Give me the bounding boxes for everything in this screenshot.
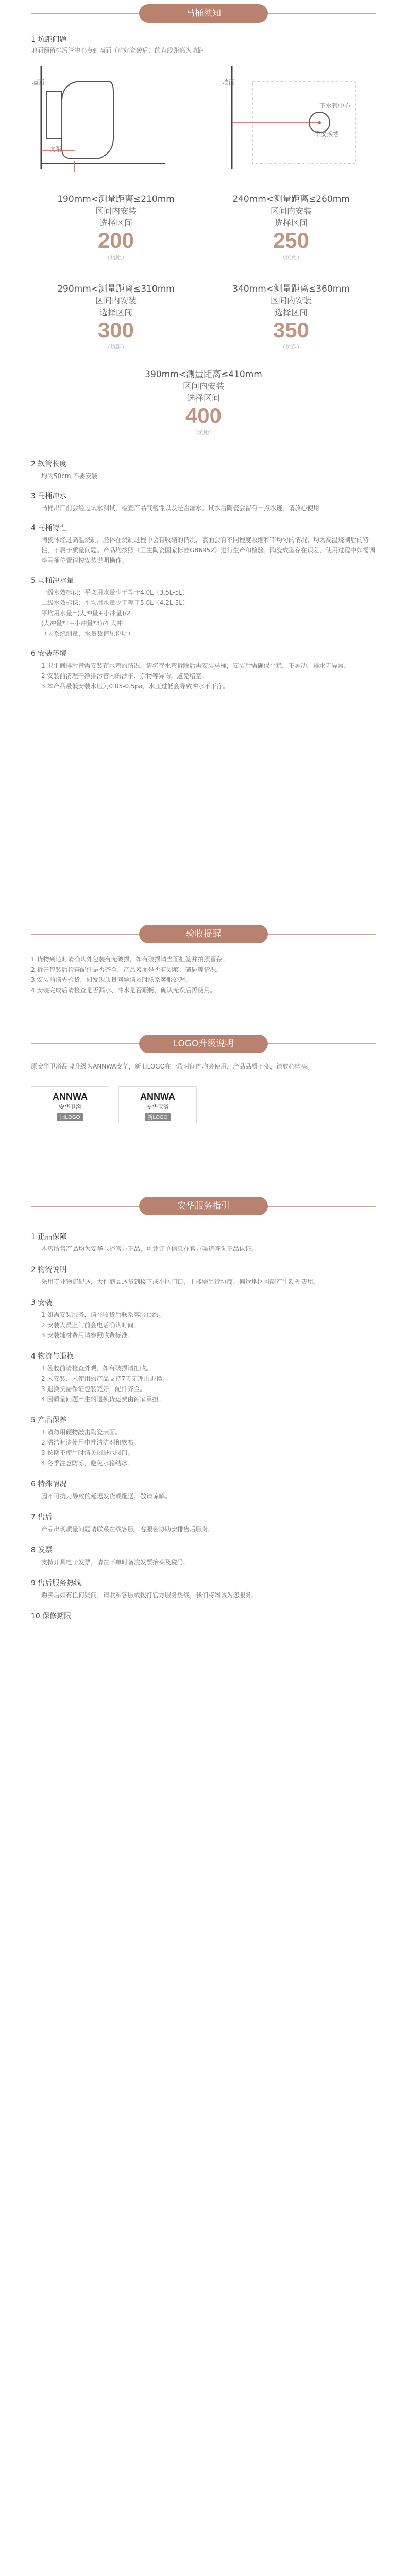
- service-text: 1.请勿用硬物敲击陶瓷表面。 2.清洁时请使用中性清洁剂和软布。 3.长期不使用时请关闭进水阀门。 4.冬季注意防冻，避免水箱结冰。: [41, 1429, 140, 1467]
- service-title: 6 特殊情况: [31, 1480, 67, 1488]
- pit-diagram-side: [31, 61, 175, 174]
- note-title: 6 安装环境: [31, 650, 67, 658]
- range-card-400: 390mm<测量距离≤410mm 区间内安装 选择区间 400 （坑距）: [145, 369, 262, 436]
- logo-text: 原安华卫浴品牌升级为ANNWA安华，新旧LOGO在一段时间内均会使用，产品品质不变，请放心购买。: [31, 1063, 314, 1070]
- note-title: 5 马桶冲水量: [31, 577, 74, 585]
- range-card-200: 190mm<测量距离≤210mm 区间内安装 选择区间 200 （坑距）: [57, 194, 175, 261]
- note-text: 一级水效标识：平均用水量少于等于4.0L（3.5L-5L） 二级水效标识：平均用水量少于等于5.0L（4.2L-5L） 平均用水量=(大冲量+小冲量)/2 (大冲量*1+小冲量*3)/4 大冲 （因系统测量，水量数值见说明）: [41, 589, 189, 637]
- note-title: 3 马桶冲水: [31, 492, 67, 500]
- service-title: 2 物流说明: [31, 1266, 67, 1274]
- service-text: 采用专业物流配送，大件商品送货到楼下或小区门口，上楼需另行协商。偏远地区可能产生额外费用。: [41, 1278, 320, 1285]
- inspection-item: 2.拆开包装后检查配件是否齐全，产品表面是否有划痕、磕碰等情况。: [31, 966, 223, 973]
- pit-heading: 1 坑距问题: [31, 36, 67, 44]
- section-banner-service: 安华服务指引: [139, 1197, 268, 1215]
- inspection-item: 1.货物到达时请确认外包装有无破损，如有破损请当面拒签并拍照留存。: [31, 956, 229, 963]
- service-text: 1.如需安装服务，请在收货后联系客服预约。 2.安装人员上门前会电话确认时间。 3.安装辅材费用请参照收费标准。: [41, 1311, 165, 1339]
- service-title: 1 正品保障: [31, 1233, 67, 1241]
- service-text: 本店所售产品均为安华卫浴官方正品，可凭订单信息在官方渠道查询正品认证。: [41, 1245, 258, 1252]
- service-text: 1.签收前请检查外观，如有破损请拒收。 2.未安装、未使用的产品支持7天无理由退换。 3.退换货需保证包装完好，配件齐全。 4.因质量问题产生的退换货运费由商家承担。: [41, 1365, 169, 1403]
- inspection-item: 4.安装完成后请检查是否漏水、冲水是否顺畅，确认无误后再使用。: [31, 987, 216, 994]
- service-text: 因不可抗力导致的延迟发货或配送，敬请谅解。: [41, 1493, 172, 1500]
- service-title: 8 发票: [31, 1546, 53, 1554]
- note-text: 陶瓷体经过高温烧制，胚体在烧制过程中会有收缩的情况，表面会有不同程度收缩和不均匀的情况，均为高温烧制后的特性，不属于质量问题。产品均按照《卫生陶瓷国家标准GB6952》进行生产和检验，陶瓷成型存在误差，使用过程中如需调整马桶位置请按安装说明操作。: [41, 536, 376, 564]
- section-banner-logo: LOGO升级说明: [139, 1035, 268, 1053]
- service-title: 9 售后服务热线: [31, 1579, 81, 1587]
- service-title: 10 保修期限: [31, 1612, 72, 1620]
- notes-block: [31, 459, 376, 701]
- wall-label: 墙面: [32, 79, 45, 86]
- section-banner-inspection: 验收提醒: [139, 925, 268, 943]
- service-text: 产品出现质量问题请联系在线客服，客服会协助安排售后服务。: [41, 1526, 215, 1533]
- wall-label-2: 墙面: [223, 79, 235, 86]
- service-title: 3 安装: [31, 1299, 53, 1307]
- note-title: 2 软管长度: [31, 460, 67, 468]
- note-text: 1.卫生间排污管需安装存水弯的情况，请将存水弯拆除后再安装马桶，安装后需确保平稳，不晃动，排水无异常。 2.安装前清理干净排污管内的沙子、杂物等异物，避免堵塞。 3.本产品最低安装水压为0.05-0.5pa，水压过低会导致冲水不干净。: [41, 662, 350, 690]
- service-text: 购买后如有任何疑问，请联系客服或拨打官方服务热线，我们将竭诚为您服务。: [41, 1591, 258, 1599]
- service-title: 7 售后: [31, 1513, 53, 1521]
- note-text: 马桶出厂前会经过试水测试，检查产品气密性以及是否漏水。试水后陶瓷会留有一点水迹，请放心使用: [41, 504, 320, 512]
- service-text: 支持开具电子发票，请在下单时备注发票抬头及税号。: [41, 1558, 190, 1566]
- no-wall-label: 不要挨墙: [314, 130, 340, 138]
- pit-desc: 地面预留排污管中心点到墙面（贴好瓷砖后）的直线距离为坑距: [31, 47, 205, 54]
- service-list: [31, 1231, 376, 1621]
- range-card-300: 290mm<测量距离≤310mm 区间内安装 选择区间 300 （坑距）: [57, 284, 175, 350]
- inspection-item: 3.安装前请先验货，如发现质量问题请及时联系客服处理。: [31, 976, 192, 984]
- inspection-list: [31, 954, 376, 995]
- pit-diagram-top: [222, 61, 376, 174]
- service-title: 4 物流与退换: [31, 1352, 74, 1361]
- drain-label: 下水管中心: [319, 102, 351, 109]
- pit-label: 坑距: [49, 146, 62, 153]
- note-text: 均为50cm,不要安装: [41, 472, 98, 480]
- range-card-350: 340mm<测量距离≤360mm 区间内安装 选择区间 350 （坑距）: [232, 284, 350, 350]
- old-logo: ANNWA 安华卫浴 旧LOGO: [31, 1086, 109, 1123]
- new-logo: ANNWA 安华卫浴 新LOGO: [118, 1086, 197, 1123]
- range-card-250: 240mm<测量距离≤260mm 区间内安装 选择区间 250 （坑距）: [232, 194, 350, 261]
- note-title: 4 马桶特性: [31, 524, 67, 532]
- service-title: 5 产品保养: [31, 1416, 67, 1425]
- section-banner-notice: 马桶须知: [139, 4, 268, 23]
